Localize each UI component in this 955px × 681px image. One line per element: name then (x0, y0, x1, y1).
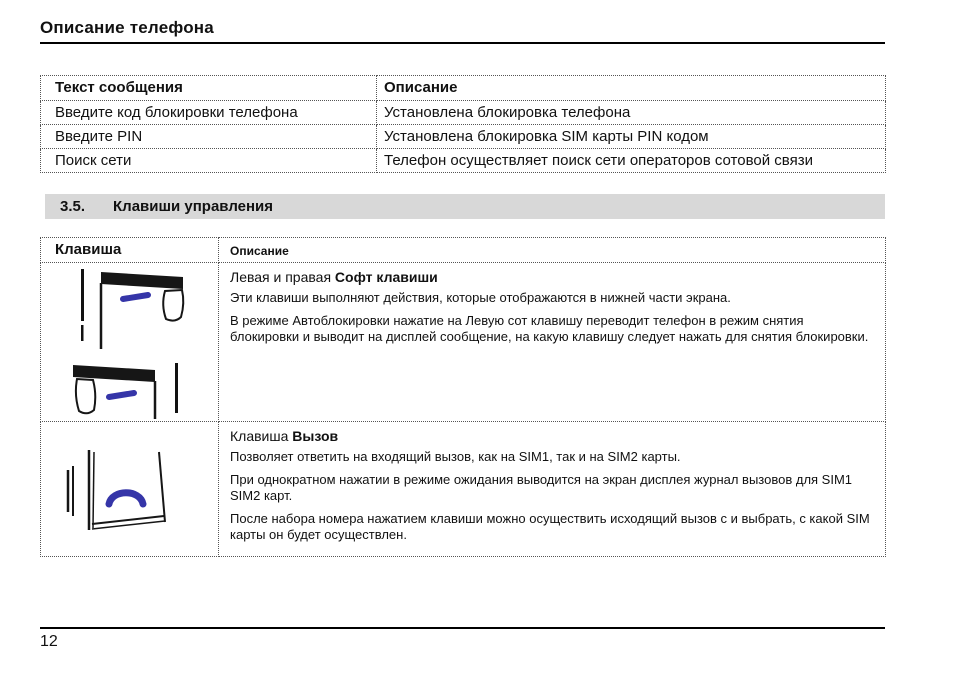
key-description-cell (219, 263, 886, 422)
table-row-call-key (41, 422, 886, 557)
key-description-paragraph: При однократном нажатии в режиме ожидания выводится на экран дисплея журнал вызовов для SIM1 SIM2 карт. (230, 472, 853, 503)
message-text-cell: Введите PIN (41, 125, 377, 149)
key-description-paragraph: Позволяет ответить на входящий вызов, как на SIM1, так и на SIM2 карты. (230, 449, 681, 464)
page-header-title: Описание телефона (40, 18, 214, 37)
key-description-cell (219, 422, 886, 557)
page-header (40, 18, 885, 38)
key-description-paragraph: В режиме Автоблокировки нажатие на Левую сот клавишу переводит телефон в режим снятия блокировки и выводит на дисплей сообщение, на какую клавишу следует нажать для снятия блокировки. (230, 313, 869, 344)
table-row (41, 125, 886, 149)
key-image-cell (41, 263, 219, 422)
message-text-cell: Введите код блокировки телефона (41, 101, 377, 125)
soft-key-right-icon (71, 363, 189, 421)
column-header-message-text: Текст сообщения (41, 76, 377, 101)
call-key-icon (63, 442, 183, 534)
page-number: 12 (40, 633, 58, 650)
table-row (41, 101, 886, 125)
key-title: Клавиша Вызов (230, 428, 339, 444)
table-row (41, 149, 886, 173)
messages-table (40, 75, 886, 173)
table-header-row (41, 238, 886, 263)
header-divider (40, 42, 885, 44)
key-description-paragraph: После набора номера нажатием клавиши можно осуществить исходящий вызов с и выбрать, с какой SIM карты он будет осуществлен. (230, 511, 870, 542)
column-header-key: Клавиша (41, 238, 219, 263)
key-description-paragraph: Эти клавиши выполняют действия, которые отображаются в нижней части экрана. (230, 290, 731, 305)
description-cell: Телефон осуществляет поиск сети операторов сотовой связи (377, 149, 886, 173)
table-row-soft-keys (41, 263, 886, 422)
keys-table (40, 237, 886, 557)
key-image-cell (41, 422, 219, 557)
footer-divider (40, 627, 885, 629)
column-header-description: Описание (219, 238, 886, 263)
description-cell: Установлена блокировка SIM карты PIN кодом (377, 125, 886, 149)
column-header-description: Описание (377, 76, 886, 101)
description-cell: Установлена блокировка телефона (377, 101, 886, 125)
table-header-row (41, 76, 886, 101)
key-title: Левая и правая Софт клавиши (230, 269, 438, 285)
section-number: 3.5. (60, 198, 86, 215)
message-text-cell: Поиск сети (41, 149, 377, 173)
section-heading (45, 194, 885, 219)
soft-key-left-icon (71, 269, 189, 351)
section-title: Клавиши управления (113, 198, 274, 215)
